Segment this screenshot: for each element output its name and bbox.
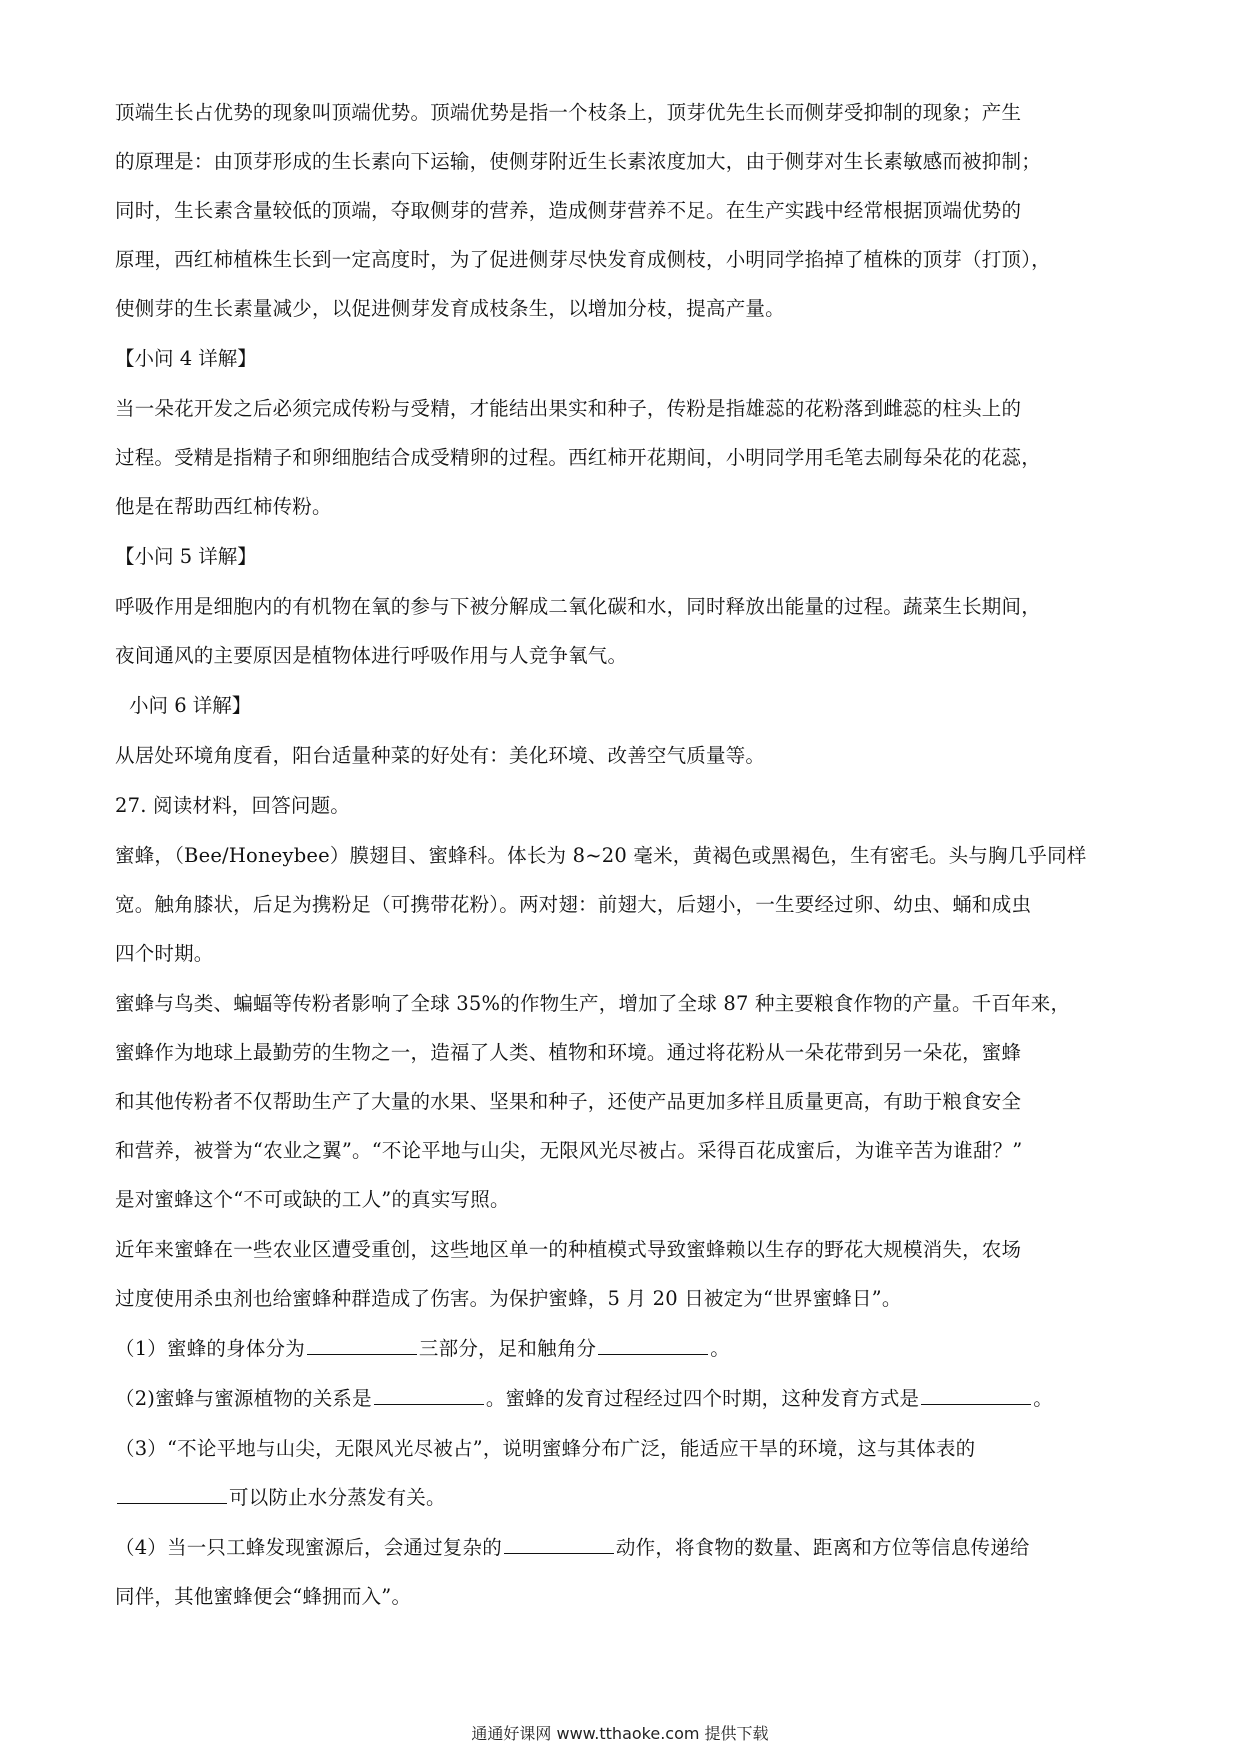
text-line: 和其他传粉者不仅帮助生产了大量的水果、坚果和种子，还使产品更加多样且质量更高，有助于粮食安全	[115, 1090, 1022, 1113]
sub2-text-a: （2)蜜蜂与蜜源植物的关系是	[115, 1387, 372, 1410]
sub-question-3	[115, 1434, 1135, 1513]
answer-blank[interactable]	[307, 1334, 417, 1355]
document-body	[115, 98, 1135, 1612]
text-line: 夜间通风的主要原因是植物体进行呼吸作用与人竞争氧气。	[115, 644, 628, 667]
answer-blank[interactable]	[598, 1334, 708, 1355]
text-line: 的原理是：由顶芽形成的生长素向下运输，使侧芽附近生长素浓度加大，由于侧芽对生长素敏感而被抑制；	[115, 150, 1041, 173]
answer-blank[interactable]	[374, 1384, 484, 1405]
q5-heading: 【小问 5 详解】	[115, 545, 257, 568]
text-line: 近年来蜜蜂在一些农业区遭受重创，这些地区单一的种植模式导致蜜蜂赖以生存的野花大规模消失，农场	[115, 1238, 1022, 1261]
text-line: 当一朵花开发之后必须完成传粉与受精，才能结出果实和种子，传粉是指雄蕊的花粉落到雌蕊的柱头上的	[115, 397, 1022, 420]
text-line: 蜜蜂，（Bee/Honeybee）膜翅目、蜜蜂科。体长为 8~20 毫米，黄褐色或黑褐色，生有密毛。头与胸几乎同样	[115, 844, 1087, 867]
text-line: 和营养，被誉为“农业之翼”。“不论平地与山尖，无限风光尽被占。采得百花成蜜后，为谁辛苦为谁甜？”	[115, 1139, 1023, 1162]
sub4-line2: 同伴，其他蜜蜂便会“蜂拥而入”。	[115, 1585, 412, 1608]
q27-title: 27. 阅读材料，回答问题。	[115, 794, 351, 817]
sub1-text-a: （1）蜜蜂的身体分为	[115, 1337, 305, 1360]
sub4-text-b: 动作，将食物的数量、距离和方位等信息传递给	[615, 1536, 1030, 1559]
text-line: 四个时期。	[115, 942, 214, 965]
apical-dominance-paragraph	[115, 98, 1135, 324]
bee-decline-paragraph	[115, 1235, 1135, 1314]
text-line: 顶端生长占优势的现象叫顶端优势。顶端优势是指一个枝条上，顶芽优先生长而侧芽受抑制的现象；产生	[115, 101, 1022, 124]
text-line: 呼吸作用是细胞内的有机物在氧的参与下被分解成二氧化碳和水，同时释放出能量的过程。蔬菜生长期间，	[115, 595, 1041, 618]
sub3-text: 可以防止水分蒸发有关。	[229, 1486, 446, 1509]
sub1-text-c: 。	[710, 1337, 730, 1360]
sub3-line1: （3）“不论平地与山尖，无限风光尽被占”，说明蜜蜂分布广泛，能适应干旱的环境，这与其体表的	[115, 1437, 976, 1460]
text-line: 过度使用杀虫剂也给蜜蜂种群造成了伤害。为保护蜜蜂，5 月 20 日被定为“世界蜜蜂日”。	[115, 1287, 902, 1310]
sub-question-4	[115, 1533, 1135, 1612]
answer-blank[interactable]	[921, 1384, 1031, 1405]
text-line: 原理，西红柿植株生长到一定高度时，为了促进侧芽尽快发育成侧枝，小明同学掐掉了植株的顶芽（打顶），	[115, 248, 1051, 271]
sub2-text-b: 。蜜蜂的发育过程经过四个时期，这种发育方式是	[485, 1387, 920, 1410]
page-footer: 通通好课网 www.tthaoke.com 提供下载	[471, 1724, 769, 1743]
text-line: 宽。触角膝状，后足为携粉足（可携带花粉）。两对翅：前翅大，后翅小，一生要经过卵、幼虫、蛹和成虫	[115, 893, 1032, 916]
sub-question-1	[115, 1334, 1135, 1364]
q4-paragraph	[115, 394, 1135, 522]
sub3-line2	[115, 1483, 1135, 1513]
q5-paragraph	[115, 592, 1135, 671]
answer-blank[interactable]	[117, 1483, 227, 1504]
text-line: 他是在帮助西红柿传粉。	[115, 495, 332, 518]
sub2-text-c: 。	[1033, 1387, 1053, 1410]
q4-heading: 【小问 4 详解】	[115, 347, 257, 370]
text-line: 蜜蜂与鸟类、蝙蝠等传粉者影响了全球 35%的作物生产，增加了全球 87 种主要粮食作物的产量。千百年来，	[115, 992, 1071, 1015]
bee-intro-paragraph	[115, 841, 1135, 969]
sub-question-2	[115, 1384, 1135, 1414]
text-line: 过程。受精是指精子和卵细胞结合成受精卵的过程。西红柿开花期间，小明同学用毛笔去刷每朵花的花蕊，	[115, 446, 1041, 469]
q6-heading: 小问 6 详解】	[129, 694, 252, 717]
sub4-line1	[115, 1533, 1135, 1563]
q6-paragraph: 从居处环境角度看，阳台适量种菜的好处有：美化环境、改善空气质量等。	[115, 744, 766, 767]
sub1-text-b: 三部分，足和触角分	[418, 1337, 597, 1360]
answer-blank[interactable]	[504, 1533, 614, 1554]
text-line: 是对蜜蜂这个“不可或缺的工人”的真实写照。	[115, 1188, 510, 1211]
sub4-text-a: （4）当一只工蜂发现蜜源后，会通过复杂的	[115, 1536, 502, 1559]
text-line: 使侧芽的生长素量减少，以促进侧芽发育成枝条生，以增加分枝，提高产量。	[115, 297, 785, 320]
text-line: 同时，生长素含量较低的顶端，夺取侧芽的营养，造成侧芽营养不足。在生产实践中经常根据顶端优势的	[115, 199, 1022, 222]
bee-pollination-paragraph	[115, 989, 1135, 1215]
text-line: 蜜蜂作为地球上最勤劳的生物之一，造福了人类、植物和环境。通过将花粉从一朵花带到另一朵花，蜜蜂	[115, 1041, 1022, 1064]
